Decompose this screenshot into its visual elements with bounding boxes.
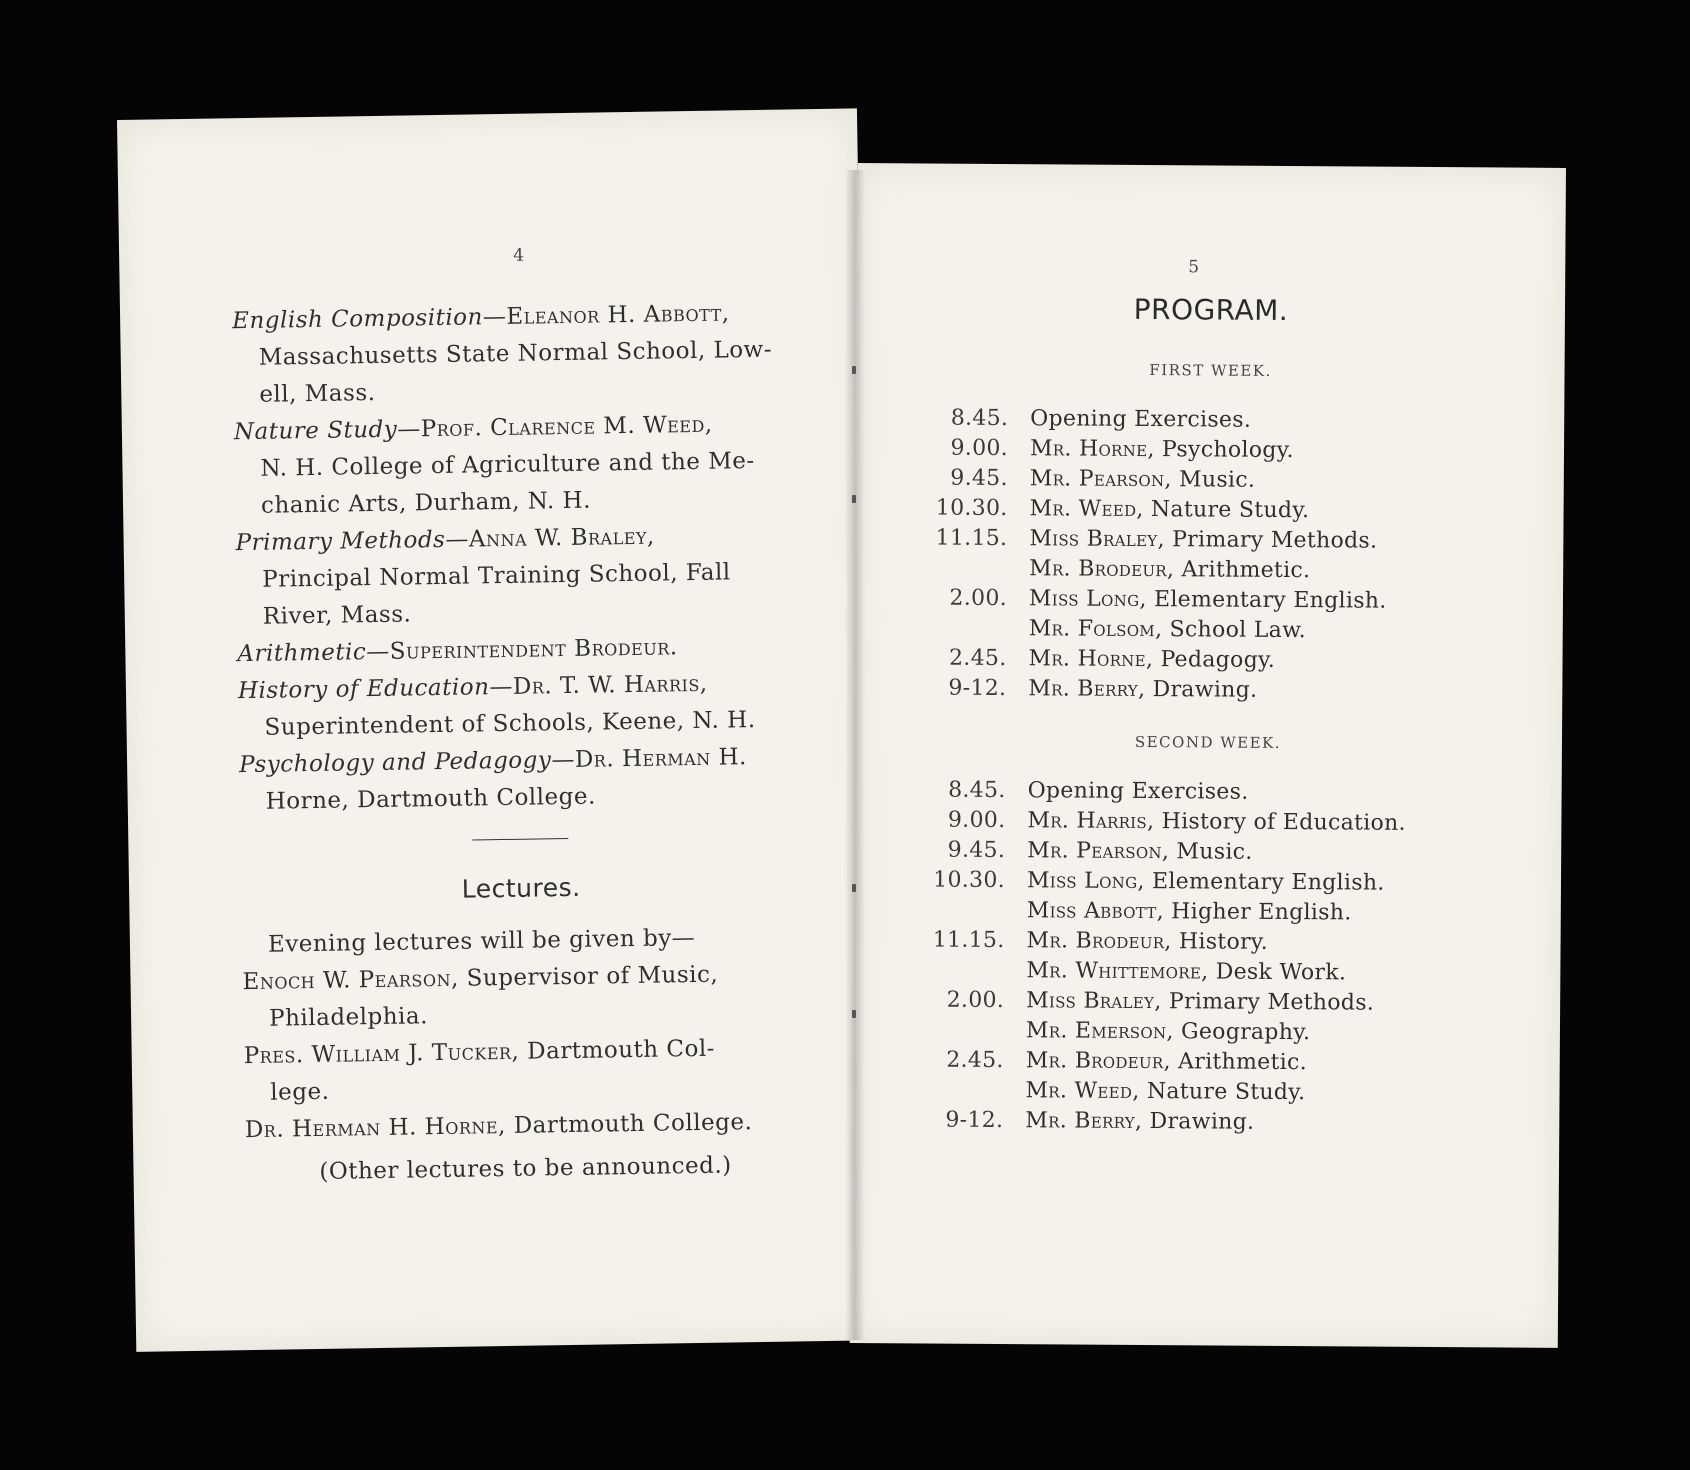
schedule-row: [914, 673, 1474, 707]
instructor-affiliation: Horne, Dartmouth College.: [265, 783, 596, 815]
schedule-time: 8.45.: [948, 777, 1006, 804]
instructor-affiliation: Massachusetts State Normal School, Low-: [258, 336, 773, 371]
schedule-row: [913, 895, 1473, 929]
schedule-time: 9-12.: [948, 675, 1007, 702]
schedule-second-week: [911, 775, 1473, 1139]
schedule-row: [913, 865, 1473, 899]
teacher-name: Mr. Berry,: [1025, 1108, 1143, 1135]
teacher-name: Mr. Weed,: [1029, 496, 1144, 523]
course-name: Elementary English.: [1146, 587, 1387, 614]
staple-mark: [852, 495, 856, 503]
subject-label: History of Education: [237, 674, 490, 705]
teacher-name: Miss Braley,: [1029, 526, 1165, 553]
course-name: Primary Methods.: [1161, 989, 1375, 1016]
schedule-event: [1026, 1046, 1472, 1079]
staple-mark: [852, 884, 856, 892]
course-name: Arithmetic.: [1170, 1049, 1308, 1076]
schedule-time: 10.30.: [935, 495, 1008, 522]
schedule-event: [1026, 986, 1472, 1019]
teacher-name: Miss Long,: [1028, 586, 1147, 613]
schedule-time: [915, 553, 1029, 584]
lecturer-affiliation-cont: Philadelphia.: [268, 1003, 429, 1032]
schedule-time: 9.45.: [950, 465, 1008, 492]
schedule-time: 9.00.: [947, 807, 1006, 834]
subject-label: Primary Methods: [235, 526, 446, 557]
instructor-name: Eleanor H. Abbott,: [506, 300, 730, 330]
course-name: History of Education.: [1154, 809, 1406, 836]
course-name: Higher English.: [1163, 899, 1352, 926]
subject-label: Nature Study: [233, 416, 398, 446]
lectures-title: Lectures.: [461, 872, 581, 904]
instructor-entry: [239, 738, 800, 821]
schedule-time: 10.30.: [933, 867, 1006, 894]
lectures-note: (Other lectures to be announced.): [319, 1152, 732, 1185]
schedule-time: [912, 955, 1026, 986]
teacher-name: Mr. Emerson,: [1025, 1018, 1174, 1045]
lectures-intro: Evening lectures will be given by—: [267, 925, 696, 958]
schedule-event: [1030, 434, 1476, 467]
teacher-name: Mr. Whittemore,: [1026, 958, 1209, 985]
schedule-row: [915, 493, 1475, 527]
schedule-event: [1029, 614, 1475, 647]
spine: [845, 170, 865, 1340]
course-name: Music.: [1169, 839, 1253, 865]
dash: —: [551, 746, 576, 774]
instructor-affiliation: Principal Normal Training School, Fall: [262, 559, 731, 593]
lecturer-name: Pres. William J. Tucker,: [243, 1038, 520, 1070]
schedule-time: [915, 613, 1029, 644]
schedule-time: 2.45.: [948, 645, 1007, 672]
schedule-time: 2.45.: [946, 1047, 1004, 1074]
schedule-time: 2.00.: [949, 585, 1008, 612]
instructor-entry: [238, 664, 799, 747]
teacher-name: Mr. Horne,: [1028, 646, 1154, 673]
course-name: Drawing.: [1142, 1109, 1255, 1135]
teacher-name: Miss Abbott,: [1026, 898, 1164, 925]
schedule-row: [915, 523, 1475, 557]
teacher-name: Mr. Pearson,: [1027, 838, 1170, 865]
lecture-item: [245, 1103, 806, 1149]
course-name: Opening Exercises.: [1030, 406, 1252, 433]
schedule-row: [916, 463, 1476, 497]
course-name: History.: [1171, 929, 1269, 955]
staple-mark: [852, 366, 856, 374]
schedule-event: [1027, 896, 1473, 929]
staple-mark: [852, 1010, 856, 1018]
schedule-time: [911, 1075, 1025, 1106]
teacher-name: Miss Braley,: [1026, 988, 1162, 1015]
instructor-entry: [234, 405, 796, 525]
course-name: Drawing.: [1145, 677, 1258, 703]
schedule-row: [912, 1045, 1472, 1079]
schedule-event: [1029, 494, 1475, 527]
lecture-item: [242, 955, 803, 1038]
instructor-name: Prof. Clarence M. Weed,: [420, 411, 713, 443]
schedule-time: 9.00.: [950, 435, 1009, 462]
week-heading: SECOND WEEK.: [1134, 732, 1282, 752]
schedule-row: [915, 583, 1475, 617]
schedule-time: 9.45.: [947, 837, 1006, 864]
instructor-name: Superintendent Brodeur.: [389, 634, 678, 665]
lecture-item: [243, 1029, 804, 1112]
course-name: Desk Work.: [1208, 959, 1347, 986]
schedule-row: [911, 1105, 1471, 1139]
schedule-row: [915, 613, 1475, 647]
instructor-affiliation: Superintendent of Schools, Keene, N. H.: [264, 707, 756, 741]
course-name: Psychology.: [1154, 437, 1294, 464]
course-name: Arithmetic.: [1174, 557, 1311, 584]
course-name: Geography.: [1173, 1019, 1311, 1046]
schedule-row: [912, 985, 1472, 1019]
schedule-event: [1029, 554, 1475, 587]
schedule-event: [1026, 956, 1472, 989]
schedule-event: [1028, 644, 1474, 677]
schedule-event: [1028, 674, 1474, 707]
schedule-event: [1027, 836, 1473, 869]
schedule-time: 2.00.: [946, 987, 1005, 1014]
schedule-row: [916, 403, 1476, 437]
dash: —: [489, 673, 514, 701]
course-name: Nature Study.: [1143, 497, 1310, 524]
course-name: Primary Methods.: [1164, 527, 1378, 554]
subject-label: Psychology and Pedagogy: [238, 747, 552, 779]
schedule-row: [913, 805, 1473, 839]
page-number: 5: [1188, 257, 1200, 278]
lecturer-name: Enoch W. Pearson,: [242, 965, 460, 996]
dash: —: [366, 638, 391, 666]
schedule-row: [912, 925, 1472, 959]
schedule-event: [1027, 806, 1473, 839]
course-name: Pedagogy.: [1153, 647, 1276, 673]
instructor-name: Anna W. Braley,: [468, 523, 655, 553]
course-name: School Law.: [1162, 617, 1307, 644]
schedule-row: [914, 775, 1474, 809]
schedule-row: [911, 1075, 1471, 1109]
subject-label: English Composition: [231, 304, 484, 335]
instructor-name: Dr. T. W. Harris,: [512, 670, 708, 700]
course-name: Elementary English.: [1144, 869, 1385, 896]
schedule-event: [1030, 464, 1476, 497]
program-title: PROGRAM.: [1133, 292, 1289, 328]
left-page: [117, 108, 876, 1351]
schedule-event: [1028, 776, 1474, 809]
instructor-entry: [235, 516, 797, 636]
schedule-row: [914, 643, 1474, 677]
schedule-event: [1026, 926, 1472, 959]
instructor-affiliation: ell, Mass.: [259, 379, 376, 408]
schedule-event: [1029, 524, 1475, 557]
lecturer-affiliation: Dartmouth College.: [505, 1109, 753, 1140]
instructor-entry: [232, 294, 794, 414]
schedule-row: [912, 955, 1472, 989]
teacher-name: Mr. Berry,: [1028, 676, 1146, 703]
schedule-row: [916, 433, 1476, 467]
teacher-name: Mr. Pearson,: [1029, 466, 1172, 493]
instructor-list: [232, 294, 806, 1192]
course-name: Nature Study.: [1139, 1078, 1306, 1106]
schedule-time: 11.15.: [932, 927, 1005, 954]
schedule-event: [1025, 1076, 1471, 1109]
page-number: 4: [513, 245, 525, 266]
schedule-first-week: [914, 403, 1476, 707]
schedule-time: [912, 1015, 1026, 1046]
schedule-row: [913, 835, 1473, 869]
schedule-time: 9-12.: [945, 1107, 1004, 1134]
instructor-name: Dr. Herman H.: [574, 744, 748, 773]
teacher-name: Mr. Brodeur,: [1029, 556, 1175, 583]
teacher-name: Mr. Folsom,: [1028, 616, 1163, 643]
teacher-name: Mr. Horne,: [1029, 436, 1155, 463]
dash: —: [397, 416, 421, 443]
dash: —: [482, 303, 507, 331]
teacher-name: Mr. Weed,: [1025, 1078, 1140, 1104]
schedule-event: [1027, 866, 1473, 899]
course-name: Music.: [1171, 467, 1256, 493]
teacher-name: Mr. Brodeur,: [1025, 1048, 1171, 1075]
instructor-affiliation: River, Mass.: [262, 601, 412, 630]
teacher-name: Mr. Harris,: [1027, 808, 1155, 835]
schedule-event: [1025, 1106, 1471, 1139]
right-page: [850, 163, 1566, 1348]
dash: —: [445, 526, 470, 553]
teacher-name: Mr. Brodeur,: [1026, 928, 1172, 955]
schedule-event: [1029, 584, 1475, 617]
week-heading: FIRST WEEK.: [1149, 361, 1272, 380]
lecturer-affiliation: Supervisor of Music,: [458, 961, 719, 992]
schedule-time: [913, 895, 1027, 926]
schedule-time: 11.15.: [935, 525, 1008, 552]
teacher-name: Miss Long,: [1026, 868, 1145, 895]
schedule-row: [912, 1015, 1472, 1049]
lecturer-affiliation: Dartmouth Col-: [519, 1035, 716, 1065]
course-name: Opening Exercises.: [1027, 778, 1249, 805]
schedule-time: 8.45.: [950, 405, 1009, 432]
instructor-affiliation: chanic Arts, Durham, N. H.: [260, 487, 592, 519]
schedule-event: [1030, 404, 1476, 437]
lecturer-name: Dr. Herman H. Horne,: [244, 1113, 507, 1144]
divider: [472, 838, 568, 841]
lecturer-affiliation-cont: lege.: [270, 1078, 330, 1106]
schedule-event: [1026, 1016, 1472, 1049]
schedule-row: [915, 553, 1475, 587]
subject-label: Arithmetic: [237, 639, 367, 668]
instructor-affiliation: N. H. College of Agriculture and the Me-: [260, 448, 755, 482]
